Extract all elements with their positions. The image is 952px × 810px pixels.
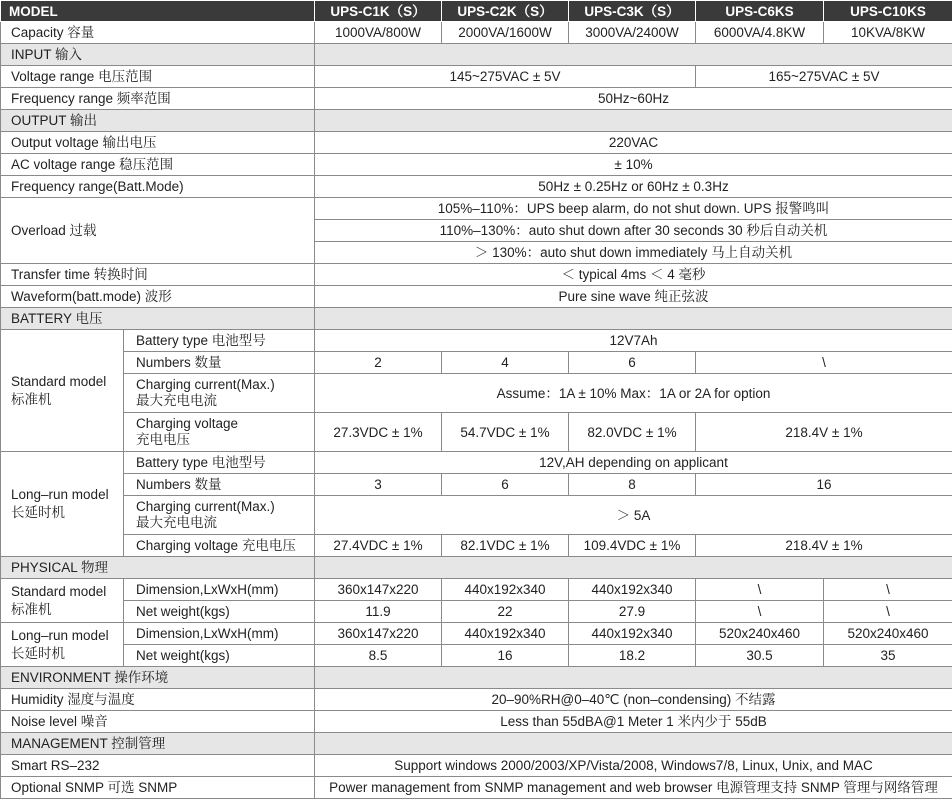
row-value: ＞ 130%：auto shut down immediately 马上自动关机 xyxy=(315,242,952,264)
capacity-value: 1000VA/800W xyxy=(315,22,442,44)
row-label: Charging voltage 充电电压 xyxy=(124,535,315,557)
row-value: 30.5 xyxy=(696,645,824,667)
capacity-value: 3000VA/2400W xyxy=(569,22,696,44)
row-label: Smart RS–232 xyxy=(1,755,315,777)
row-value: 8 xyxy=(569,474,696,496)
row-value: \ xyxy=(696,601,824,623)
section-filler xyxy=(315,557,952,579)
row-value: 360x147x220 xyxy=(315,623,442,645)
battery-type-row xyxy=(1,330,952,352)
row-label: Numbers 数量 xyxy=(124,474,315,496)
group-label-zh: 标准机 xyxy=(11,601,52,617)
row-value: 11.9 xyxy=(315,601,442,623)
net-weight-row xyxy=(1,601,952,623)
row-label xyxy=(124,413,315,452)
group-label-en: Standard model xyxy=(11,373,107,389)
row-value: 109.4VDC ± 1% xyxy=(569,535,696,557)
row-label: Dimension,LxWxH(mm) xyxy=(124,623,315,645)
row-value: 54.7VDC ± 1% xyxy=(442,413,569,452)
humidity-row xyxy=(1,689,952,711)
row-label: Humidity 湿度与温度 xyxy=(1,689,315,711)
row-value: 360x147x220 xyxy=(315,579,442,601)
section-filler xyxy=(315,733,952,755)
section-title: BATTERY 电压 xyxy=(1,308,315,330)
section-title: INPUT 输入 xyxy=(1,44,315,66)
row-label: Overload 过载 xyxy=(1,198,315,264)
row-value: 50Hz ± 0.25Hz or 60Hz ± 0.3Hz xyxy=(315,176,952,198)
header-row xyxy=(1,1,952,22)
row-label: Noise level 噪音 xyxy=(1,711,315,733)
row-value: 22 xyxy=(442,601,569,623)
group-label-en: Standard model xyxy=(11,583,107,599)
capacity-value: 2000VA/1600W xyxy=(442,22,569,44)
row-value: 20–90%RH@0–40℃ (non–condensing) 不结露 xyxy=(315,689,952,711)
row-label: Net weight(kgs) xyxy=(124,601,315,623)
row-value: 4 xyxy=(442,352,569,374)
row-value: 520x240x460 xyxy=(824,623,952,645)
section-filler xyxy=(315,667,952,689)
group-label-en: Long–run model xyxy=(11,487,109,502)
row-label-zh: 最大充电电流 xyxy=(136,393,217,408)
group-label xyxy=(1,623,124,667)
row-value: 12V,AH depending on applicant xyxy=(315,452,952,474)
capacity-label: Capacity 容量 xyxy=(1,22,315,44)
row-value: 50Hz~60Hz xyxy=(315,88,952,110)
group-label-zh: 标准机 xyxy=(11,391,52,407)
row-label: Output voltage 输出电压 xyxy=(1,132,315,154)
row-value: 220VAC xyxy=(315,132,952,154)
row-label: Battery type 电池型号 xyxy=(124,452,315,474)
section-title: PHYSICAL 物理 xyxy=(1,557,315,579)
row-value: \ xyxy=(824,579,952,601)
section-filler xyxy=(315,110,952,132)
row-value: 82.1VDC ± 1% xyxy=(442,535,569,557)
row-value: 27.3VDC ± 1% xyxy=(315,413,442,452)
row-value: 16 xyxy=(696,474,952,496)
group-label-zh: 长延时机 xyxy=(11,505,65,520)
battery-type-row xyxy=(1,452,952,474)
header-col3: UPS-C3K（S） xyxy=(569,1,696,22)
row-label: AC voltage range 稳压范围 xyxy=(1,154,315,176)
capacity-value: 6000VA/4.8KW xyxy=(696,22,824,44)
section-physical xyxy=(1,557,952,579)
row-value: 440x192x340 xyxy=(569,623,696,645)
row-label-en: Charging voltage xyxy=(136,416,239,431)
row-label: Battery type 电池型号 xyxy=(124,330,315,352)
battery-numbers-row xyxy=(1,474,952,496)
row-label: Numbers 数量 xyxy=(124,352,315,374)
header-model: MODEL xyxy=(1,1,315,22)
output-voltage-row xyxy=(1,132,952,154)
group-label xyxy=(1,579,124,623)
row-value: Less than 55dBA@1 Meter 1 米内少于 55dB xyxy=(315,711,952,733)
row-value: 165~275VAC ± 5V xyxy=(696,66,952,88)
header-col4: UPS-C6KS xyxy=(696,1,824,22)
optional-snmp-row xyxy=(1,777,952,799)
section-title: MANAGEMENT 控制管理 xyxy=(1,733,315,755)
row-value: 3 xyxy=(315,474,442,496)
row-label: Dimension,LxWxH(mm) xyxy=(124,579,315,601)
row-value: 27.4VDC ± 1% xyxy=(315,535,442,557)
group-label xyxy=(1,330,124,452)
group-label xyxy=(1,452,124,557)
section-filler xyxy=(315,308,952,330)
section-output xyxy=(1,110,952,132)
row-label: Frequency range 频率范围 xyxy=(1,88,315,110)
row-label: Optional SNMP 可选 SNMP xyxy=(1,777,315,799)
overload-row xyxy=(1,198,952,220)
noise-level-row xyxy=(1,711,952,733)
row-value: 105%–110%：UPS beep alarm, do not shut down. UPS 报警鸣叫 xyxy=(315,198,952,220)
dimension-row xyxy=(1,623,952,645)
capacity-value: 10KVA/8KW xyxy=(824,22,952,44)
row-value: Power management from SNMP management and web browser 电源管理支持 SNMP 管理与网络管理 xyxy=(315,777,952,799)
row-value: 27.9 xyxy=(569,601,696,623)
voltage-range-row xyxy=(1,66,952,88)
header-col1: UPS-C1K（S） xyxy=(315,1,442,22)
charging-current-row xyxy=(1,496,952,535)
row-label: Transfer time 转换时间 xyxy=(1,264,315,286)
row-value: 16 xyxy=(442,645,569,667)
transfer-time-row xyxy=(1,264,952,286)
row-label: Net weight(kgs) xyxy=(124,645,315,667)
row-label-en: Charging current(Max.) xyxy=(136,499,275,514)
row-value: 6 xyxy=(442,474,569,496)
row-label-zh: 最大充电电流 xyxy=(136,515,217,530)
row-value: 520x240x460 xyxy=(696,623,824,645)
row-label xyxy=(124,496,315,535)
section-input xyxy=(1,44,952,66)
row-value: 82.0VDC ± 1% xyxy=(569,413,696,452)
section-title: OUTPUT 输出 xyxy=(1,110,315,132)
ac-voltage-range-row xyxy=(1,154,952,176)
row-label-zh: 充电电压 xyxy=(136,432,190,447)
row-value: \ xyxy=(696,579,824,601)
row-value: 440x192x340 xyxy=(442,579,569,601)
waveform-row xyxy=(1,286,952,308)
charging-voltage-row xyxy=(1,413,952,452)
header-col2: UPS-C2K（S） xyxy=(442,1,569,22)
section-filler xyxy=(315,44,952,66)
group-label-zh: 长延时机 xyxy=(11,645,65,661)
capacity-row xyxy=(1,22,952,44)
row-value: Assume：1A ± 10% Max：1A or 2A for option xyxy=(315,374,952,413)
frequency-batt-row xyxy=(1,176,952,198)
row-value: 440x192x340 xyxy=(442,623,569,645)
battery-numbers-row xyxy=(1,352,952,374)
charging-voltage-row xyxy=(1,535,952,557)
row-value: 145~275VAC ± 5V xyxy=(315,66,696,88)
header-col5: UPS-C10KS xyxy=(824,1,952,22)
row-value: \ xyxy=(824,601,952,623)
row-value: Support windows 2000/2003/XP/Vista/2008, Windows7/8, Linux, Unix, and MAC xyxy=(315,755,952,777)
row-value: 8.5 xyxy=(315,645,442,667)
smart-rs232-row xyxy=(1,755,952,777)
charging-current-row xyxy=(1,374,952,413)
section-battery xyxy=(1,308,952,330)
row-value: ± 10% xyxy=(315,154,952,176)
row-label-en: Charging current(Max.) xyxy=(136,377,275,392)
net-weight-row xyxy=(1,645,952,667)
group-label-en: Long–run model xyxy=(11,627,109,643)
row-label: Frequency range(Batt.Mode) xyxy=(1,176,315,198)
section-title: ENVIRONMENT 操作环境 xyxy=(1,667,315,689)
row-value: 110%–130%：auto shut down after 30 seconds 30 秒后自动关机 xyxy=(315,220,952,242)
row-value: 12V7Ah xyxy=(315,330,952,352)
row-label: Waveform(batt.mode) 波形 xyxy=(1,286,315,308)
section-environment xyxy=(1,667,952,689)
section-management xyxy=(1,733,952,755)
row-value: 35 xyxy=(824,645,952,667)
row-value: 6 xyxy=(569,352,696,374)
row-value: \ xyxy=(696,352,952,374)
row-value: 218.4V ± 1% xyxy=(696,535,952,557)
row-label: Voltage range 电压范围 xyxy=(1,66,315,88)
row-value: ＞ 5A xyxy=(315,496,952,535)
row-value: 2 xyxy=(315,352,442,374)
dimension-row xyxy=(1,579,952,601)
row-value: 218.4V ± 1% xyxy=(696,413,952,452)
row-value: 440x192x340 xyxy=(569,579,696,601)
row-value: Pure sine wave 纯正弦波 xyxy=(315,286,952,308)
row-label xyxy=(124,374,315,413)
row-value: 18.2 xyxy=(569,645,696,667)
frequency-range-row xyxy=(1,88,952,110)
row-value: ＜ typical 4ms ＜ 4 毫秒 xyxy=(315,264,952,286)
